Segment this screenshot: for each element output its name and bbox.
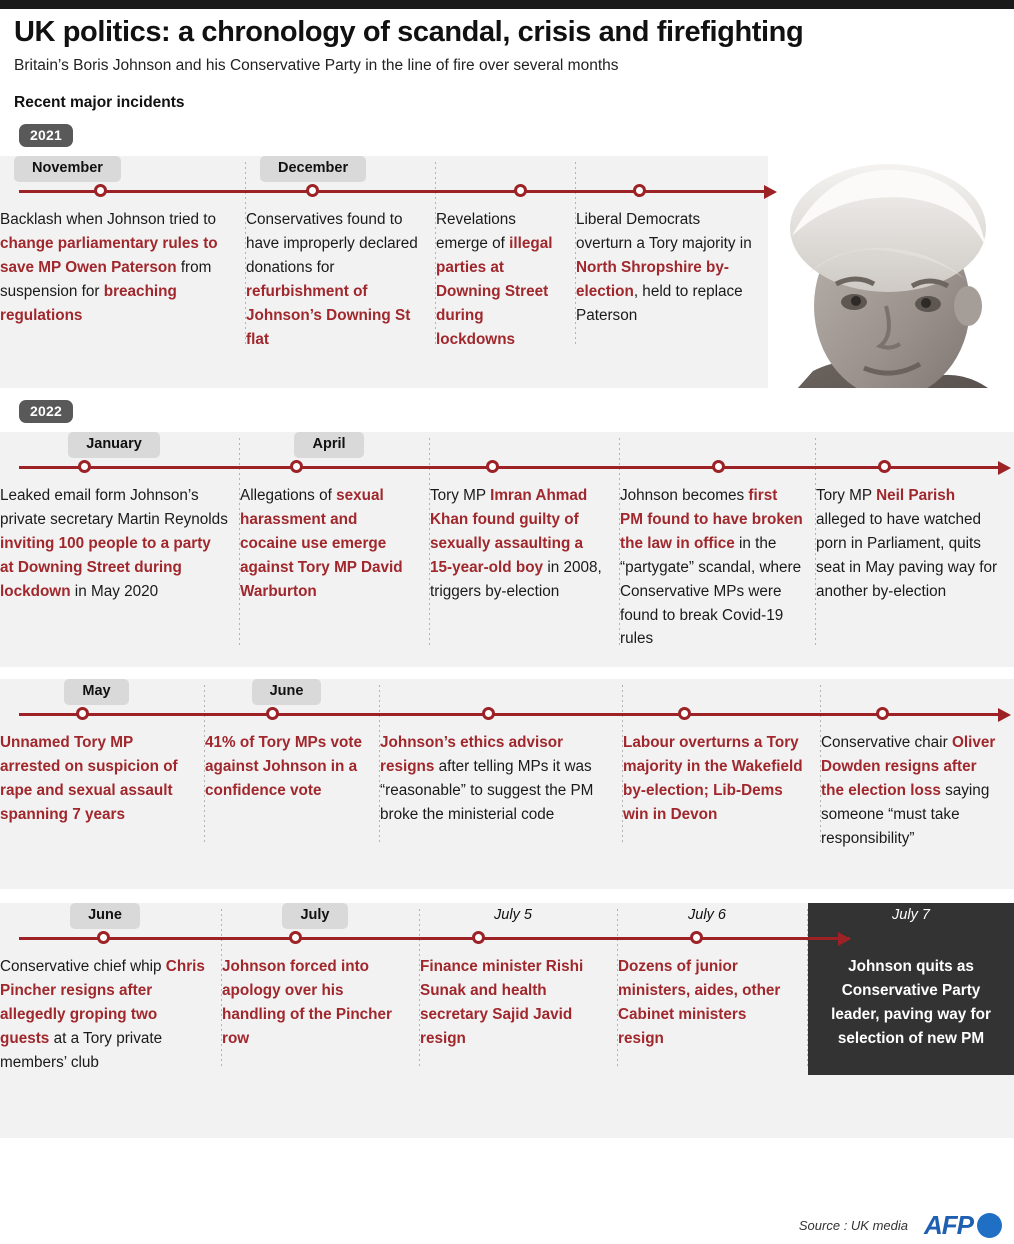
event-text: Finance minister Rishi Sunak and health secretary Sajid Javid resign [420,958,584,1047]
event-text: Conservative chief whip Chris Pincher resigns after allegedly groping two guests at a Tory private members’ club [0,958,205,1071]
timeline-column [808,903,1014,1074]
timeline-arrow-icon [838,932,851,946]
afp-wordmark: AFP [924,1209,973,1240]
timeline-column [0,903,222,1074]
event-text: Backlash when Johnson tried to change parliamentary rules to save MP Owen Paterson from suspension for breaching regulations [0,211,218,324]
timeline-axis-spacer [222,929,408,951]
timeline-column [576,156,766,351]
month-label: December [260,156,366,182]
month-label: June [252,679,322,705]
timeline-axis-spacer [436,182,564,204]
afp-logo [924,1210,1002,1241]
header [0,9,1014,112]
event-text: Unnamed Tory MP arrested on suspicion of rape and sexual assault spanning 7 years [0,734,178,823]
month-label: June [70,903,140,929]
timeline-column [430,432,620,651]
timeline-column [205,679,380,850]
timeline-column [816,432,1014,651]
columns-2022-b [0,679,1014,850]
timeline-band-2022-c [0,903,1014,1138]
timeline-axis-spacer [623,705,809,727]
columns-2022-c [0,903,1014,1074]
columns-2022-a [0,432,1014,651]
event-text: Johnson’s ethics advisor resigns after telling MPs it was “reasonable” to suggest the PM broke the ministerial code [380,734,594,823]
timeline-axis [19,190,766,193]
afp-watermark [230,371,428,388]
timeline-axis-spacer [420,929,606,951]
timeline-axis [19,713,1000,716]
event-text: Conservatives found to have improperly declared donations for refurbishment of Johnson’s Downing St flat [246,211,418,348]
timeline-column [0,156,246,351]
timeline-arrow-icon [998,708,1011,722]
event-text: Johnson quits as Conservative Party leader, paving way for selection of new PM [831,958,991,1047]
timeline-band-2021 [0,156,1014,388]
timeline-axis-spacer [240,458,418,480]
month-label: July [282,903,347,929]
source-text: Source : UK media [798,1217,908,1233]
month-label: April [294,432,363,458]
footer [0,1206,1014,1244]
timeline-column [0,432,240,651]
timeline-axis-spacer [205,705,368,727]
timeline-arrow-icon [998,461,1011,475]
timeline-axis-spacer [246,182,424,204]
timeline-axis [19,466,1000,469]
columns-2021 [0,156,1014,351]
timeline-column [0,679,205,850]
timeline-axis-spacer [0,705,193,727]
year-2021-wrap [0,124,1014,147]
timeline-axis [19,937,850,940]
month-label: November [14,156,121,182]
timeline-arrow-icon [764,185,777,199]
timeline-column [240,432,430,651]
timeline-axis-spacer [0,458,228,480]
section-label: Recent major incidents [14,94,185,112]
timeline-axis-spacer [821,705,1002,727]
month-label: July 7 [892,907,930,924]
timeline-axis-spacer [816,458,1002,480]
event-text: Tory MP Imran Ahmad Khan found guilty of sexually assaulting a 15-year-old boy in 2008, triggers by-election [430,487,602,600]
event-text: Tory MP Neil Parish alleged to have watched porn in Parliament, quits seat in May paving way for another by-election [816,487,998,600]
year-badge-2021: 2021 [19,124,73,147]
event-text: Leaked email form Johnson’s private secretary Martin Reynolds inviting 100 people to a party at Downing Street during lockdown in May 2020 [0,487,228,600]
timeline-column [436,156,576,351]
month-label: January [68,432,160,458]
timeline-column [222,903,420,1074]
event-text: Allegations of sexual harassment and cocaine use emerge against Tory MP David Warburton [240,487,403,600]
timeline-axis-spacer [430,458,608,480]
year-2022-wrap [0,400,1014,423]
timeline-column [821,679,1014,850]
timeline-column [623,679,821,850]
timeline-axis-spacer [380,705,611,727]
timeline-column [380,679,623,850]
month-label: July 5 [494,907,532,924]
event-text: Johnson forced into apology over his handling of the Pincher row [222,958,392,1047]
timeline-axis-spacer [618,929,796,951]
event-text: Conservative chair Oliver Dowden resigns after the election loss saying someone “must take responsibility” [821,734,996,847]
top-black-bar [0,0,1014,9]
timeline-axis-spacer [0,182,234,204]
afp-dot-icon [977,1213,1002,1238]
month-label: July 6 [688,907,726,924]
timeline-band-2022-a [0,432,1014,667]
month-label: May [64,679,128,705]
event-text: Johnson becomes first PM found to have broken the law in office in the “partygate” scandal, where Conservative MPs were found to break Covid-19 rules [620,487,803,648]
event-text: 41% of Tory MPs vote against Johnson in a confidence vote [205,734,362,800]
page-subtitle: Britain’s Boris Johnson and his Conservative Party in the line of fire over several months [14,57,619,75]
timeline-column [420,903,618,1074]
timeline-column [246,156,436,351]
page-title: UK politics: a chronology of scandal, crisis and firefighting [14,16,804,48]
event-text: Liberal Democrats overturn a Tory majority in North Shropshire by-election, held to replace Paterson [576,211,752,324]
timeline-column [618,903,808,1074]
event-text: Revelations emerge of illegal parties at Downing Street during lockdowns [436,211,553,348]
event-text: Labour overturns a Tory majority in the Wakefield by-election; Lib-Dems win in Devon [623,734,803,823]
event-text: Dozens of junior ministers, aides, other Cabinet ministers resign [618,958,781,1047]
year-badge-2022: 2022 [19,400,73,423]
timeline-band-2022-b [0,679,1014,889]
timeline-axis-spacer [576,182,754,204]
